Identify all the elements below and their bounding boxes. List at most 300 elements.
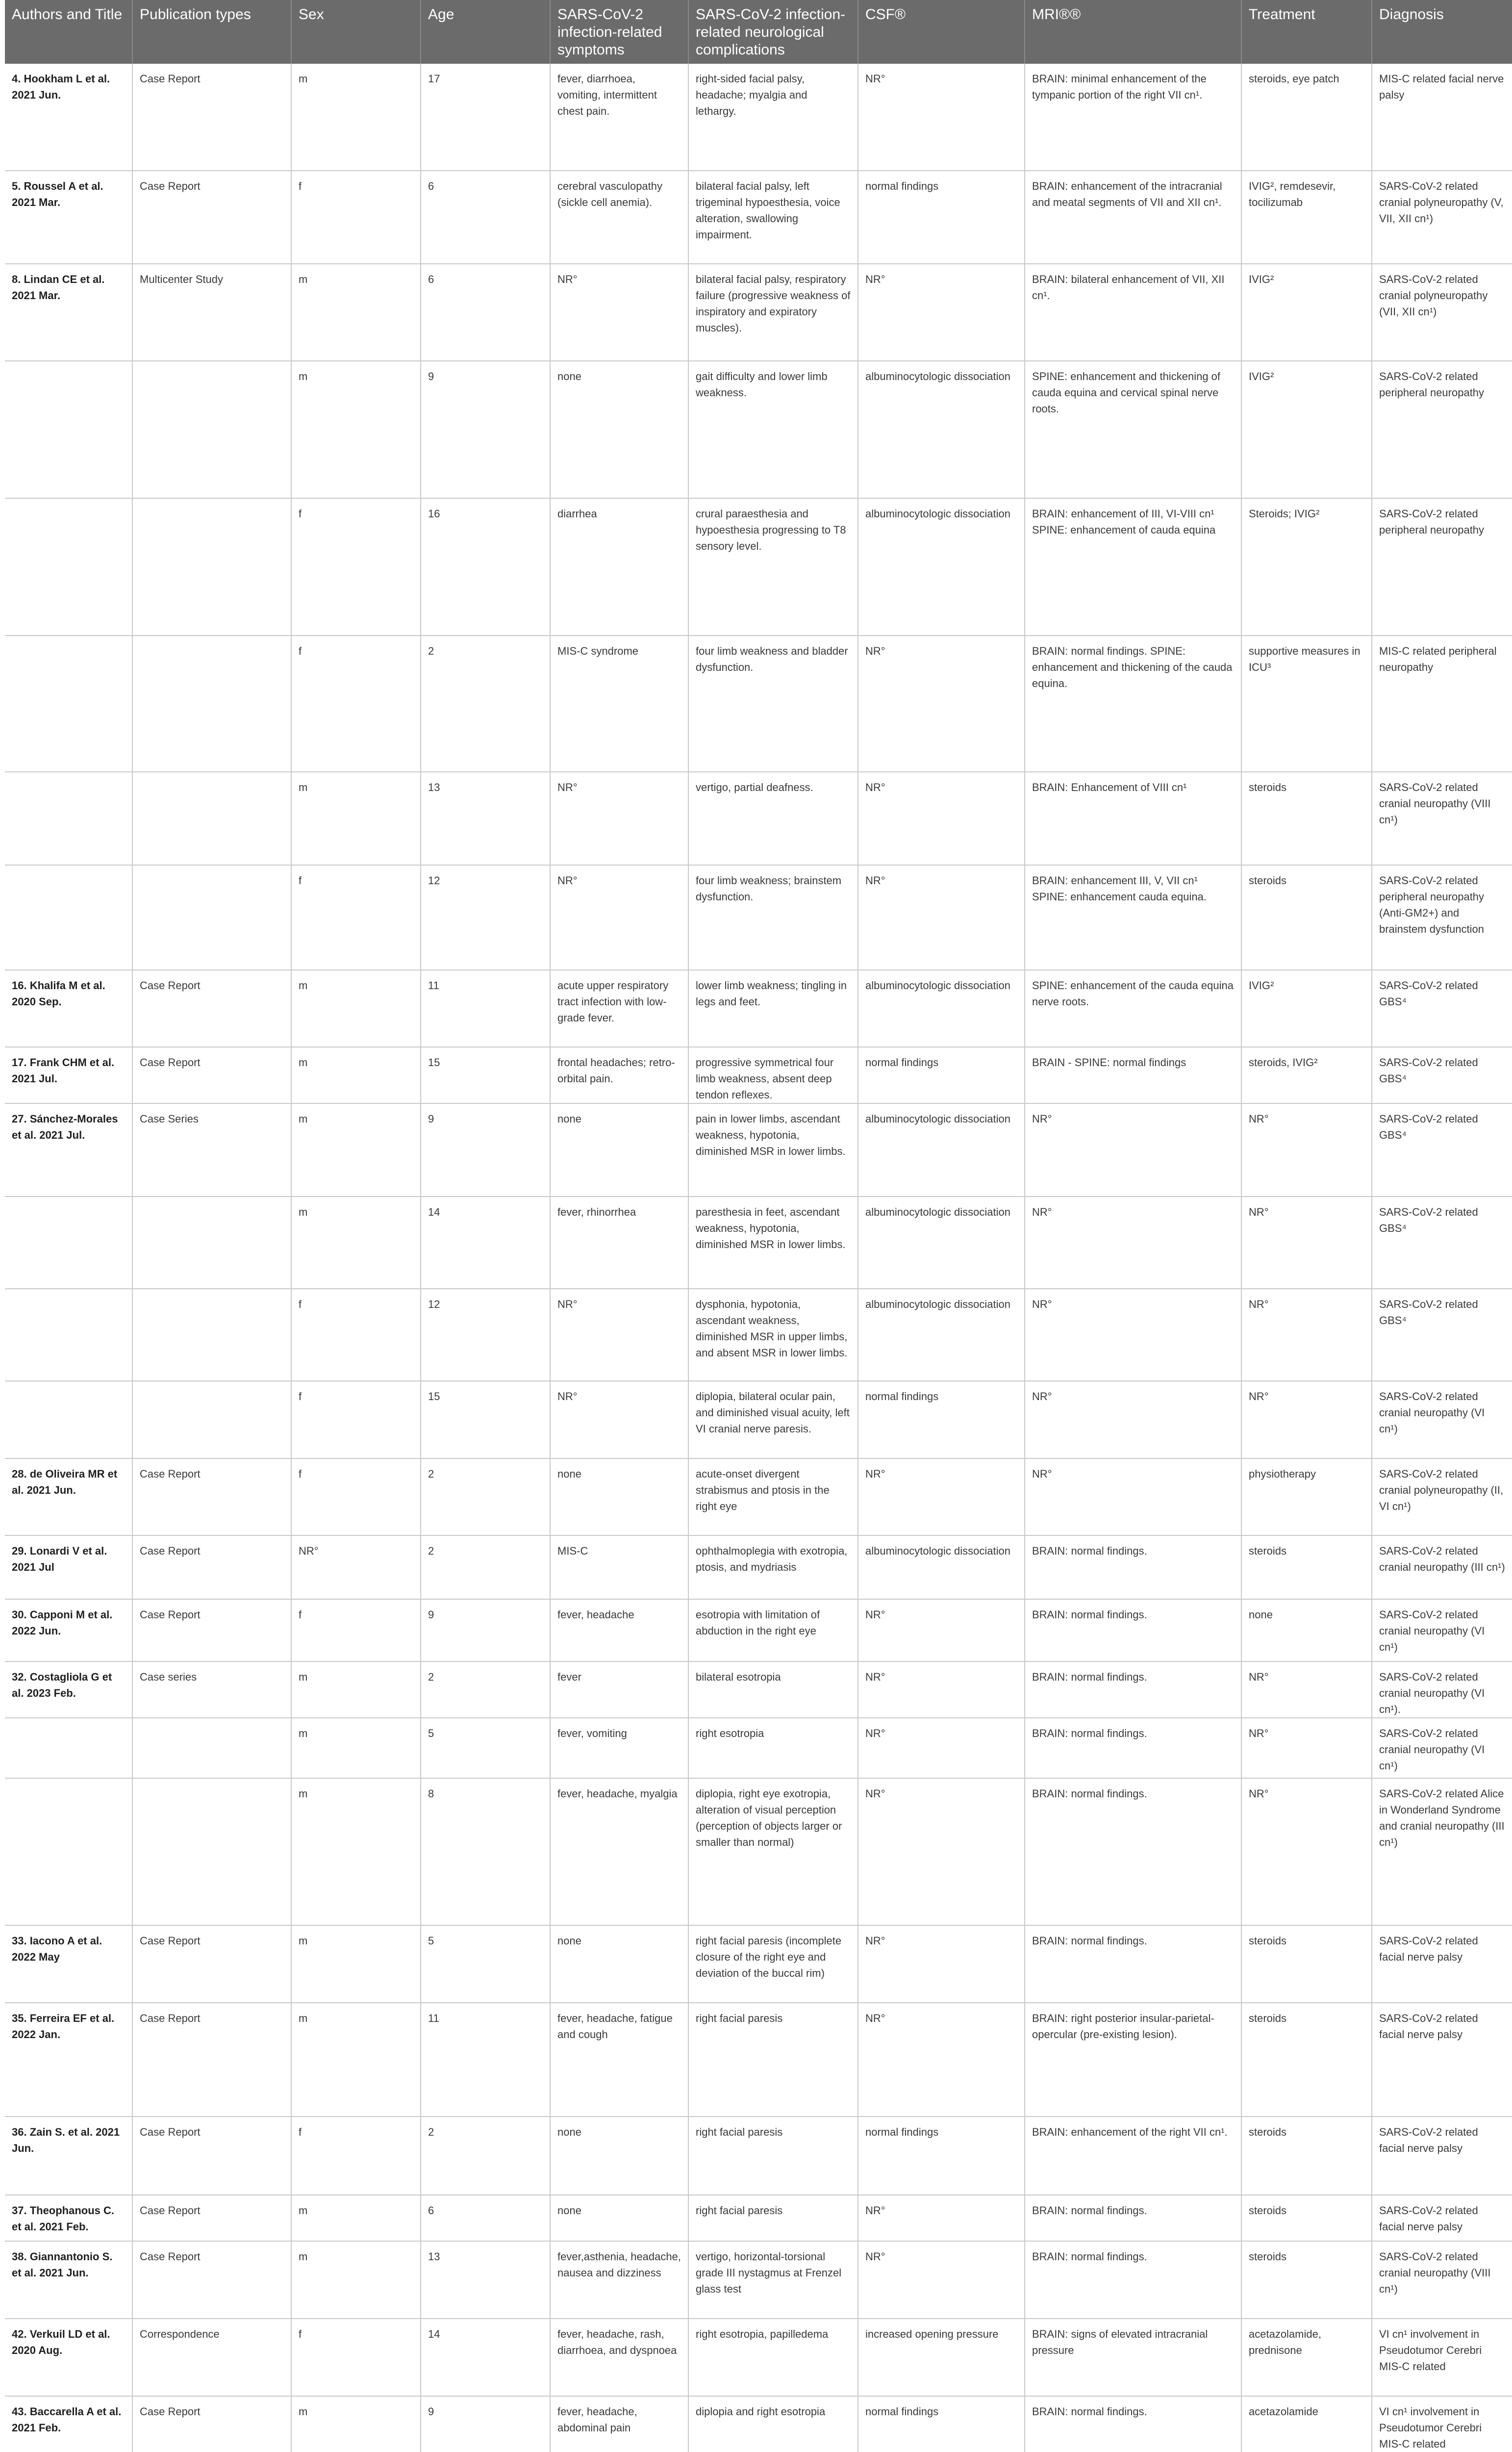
cell-publication-type: Case Report [132,2003,291,2117]
table-row [5,1778,1512,1925]
cell-treatment: steroids [1241,1535,1372,1599]
cell-sex: m [291,2241,421,2319]
cell-mri: NR° [1025,1289,1241,1381]
cell-age: 14 [421,1197,550,1289]
table-row [5,1103,1512,1197]
cell-complications: vertigo, partial deafness. [688,772,858,865]
cell-complications: right facial paresis [688,2117,858,2195]
cell-symptoms: none [550,1103,688,1197]
cell-complications: ophthalmoplegia with exotropia, ptosis, and mydriasis [688,1535,858,1599]
cell-mri: BRAIN: normal findings. [1025,1535,1241,1599]
cell-author [5,498,132,636]
cell-symptoms: fever, vomiting [550,1718,688,1778]
cell-author: 4. Hookham L et al. 2021 Jun. [5,64,132,171]
cell-sex: m [291,64,421,171]
cell-treatment: IVIG² [1241,361,1372,498]
cell-treatment: acetazolamide, prednisone [1241,2319,1372,2396]
cell-sex: m [291,2396,421,2452]
cell-csf: albuminocytologic dissociation [858,970,1025,1047]
cell-complications: bilateral esotropia [688,1661,858,1718]
cell-complications: esotropia with limitation of abduction in the right eye [688,1599,858,1661]
cell-diagnosis: SARS-CoV-2 related cranial polyneuropathy (VII, XII cn¹) [1372,264,1512,361]
cell-age: 5 [421,1925,550,2003]
table-row [5,361,1512,498]
cell-mri: BRAIN: enhancement of the intracranial and meatal segments of VII and XII cn¹. [1025,171,1241,264]
cell-mri: BRAIN: bilateral enhancement of VII, XII cn¹. [1025,264,1241,361]
header-sex: Sex [291,0,421,64]
cell-age: 17 [421,64,550,171]
cell-sex: f [291,1289,421,1381]
cell-diagnosis: SARS-CoV-2 related cranial neuropathy (VI cn¹). [1372,1661,1512,1718]
cell-age: 9 [421,2396,550,2452]
cell-diagnosis: SARS-CoV-2 related GBS⁴ [1372,1103,1512,1197]
table-row [5,2117,1512,2195]
cell-complications: four limb weakness; brainstem dysfunction. [688,865,858,970]
cell-author [5,361,132,498]
header-symptoms: SARS-CoV-2 infection-related symptoms [550,0,688,64]
cell-csf: NR° [858,1599,1025,1661]
cell-author: 27. Sánchez-Morales et al. 2021 Jul. [5,1103,132,1197]
table-row [5,970,1512,1047]
cell-author: 35. Ferreira EF et al. 2022 Jan. [5,2003,132,2117]
table-row [5,1661,1512,1718]
cell-symptoms: fever, diarrhoea, vomiting, intermittent chest pain. [550,64,688,171]
cell-diagnosis: SARS-CoV-2 related GBS⁴ [1372,970,1512,1047]
table-row [5,2396,1512,2452]
cell-mri: BRAIN: enhancement of the right VII cn¹. [1025,2117,1241,2195]
cell-author: 42. Verkuil LD et al. 2020 Aug. [5,2319,132,2396]
cell-sex: m [291,772,421,865]
cell-diagnosis: SARS-CoV-2 related cranial neuropathy (VIII cn¹) [1372,772,1512,865]
cell-symptoms: NR° [550,1289,688,1381]
cell-csf: NR° [858,2003,1025,2117]
table-row [5,1599,1512,1661]
cell-complications: diplopia and right esotropia [688,2396,858,2452]
cell-author: 17. Frank CHM et al. 2021 Jul. [5,1047,132,1103]
cell-age: 13 [421,772,550,865]
header-neuro-complications: SARS-CoV-2 infection-related neurological complications [688,0,858,64]
cell-age: 8 [421,1778,550,1925]
cell-complications: acute-onset divergent strabismus and ptosis in the right eye [688,1458,858,1535]
cell-mri: BRAIN: minimal enhancement of the tympanic portion of the right VII cn¹. [1025,64,1241,171]
cell-publication-type: Case Report [132,171,291,264]
cell-csf: normal findings [858,1381,1025,1458]
table-row [5,865,1512,970]
cell-age: 2 [421,1458,550,1535]
cell-symptoms: fever [550,1661,688,1718]
cell-sex: m [291,970,421,1047]
cell-csf: albuminocytologic dissociation [858,1289,1025,1381]
cell-sex: m [291,264,421,361]
cell-age: 9 [421,361,550,498]
cell-csf: NR° [858,772,1025,865]
cell-diagnosis: VI cn¹ involvement in Pseudotumor Cerebri MIS-C related [1372,2396,1512,2452]
cell-csf: NR° [858,264,1025,361]
cell-csf: NR° [858,2241,1025,2319]
cell-sex: m [291,1103,421,1197]
cell-mri: BRAIN - SPINE: normal findings [1025,1047,1241,1103]
cell-diagnosis: SARS-CoV-2 related cranial polyneuropathy (V, VII, XII cn¹) [1372,171,1512,264]
cell-complications: bilateral facial palsy, left trigeminal hypoesthesia, voice alteration, swallowing impairment. [688,171,858,264]
table-row [5,2241,1512,2319]
cell-mri: BRAIN: enhancement of III, VI-VIII cn¹ SPINE: enhancement of cauda equina [1025,498,1241,636]
cell-age: 15 [421,1381,550,1458]
cell-treatment: steroids, eye patch [1241,64,1372,171]
cell-treatment: steroids [1241,2195,1372,2241]
cell-treatment: NR° [1241,1778,1372,1925]
cell-sex: f [291,2117,421,2195]
cell-publication-type [132,361,291,498]
table-row [5,1197,1512,1289]
cell-mri: BRAIN: normal findings. [1025,1718,1241,1778]
cell-symptoms: fever, headache, fatigue and cough [550,2003,688,2117]
cell-mri: NR° [1025,1197,1241,1289]
cell-mri: BRAIN: enhancement III, V, VII cn¹ SPINE: enhancement cauda equina. [1025,865,1241,970]
cell-publication-type: Case Series [132,1103,291,1197]
cell-mri: BRAIN: signs of elevated intracranial pressure [1025,2319,1241,2396]
cell-sex: f [291,1381,421,1458]
cell-treatment: NR° [1241,1289,1372,1381]
cell-publication-type [132,1381,291,1458]
cell-mri: BRAIN: right posterior insular-parietal-opercular (pre-existing lesion). [1025,2003,1241,2117]
cell-sex: m [291,1197,421,1289]
cell-complications: progressive symmetrical four limb weakness, absent deep tendon reflexes. [688,1047,858,1103]
cell-diagnosis: SARS-CoV-2 related GBS⁴ [1372,1047,1512,1103]
cell-age: 12 [421,1289,550,1381]
cell-csf: NR° [858,2195,1025,2241]
cell-diagnosis: SARS-CoV-2 related cranial neuropathy (VI cn¹) [1372,1599,1512,1661]
cell-mri: SPINE: enhancement of the cauda equina nerve roots. [1025,970,1241,1047]
cell-publication-type: Case Report [132,2241,291,2319]
cell-csf: NR° [858,1925,1025,2003]
cell-publication-type: Case Report [132,1535,291,1599]
cell-complications: lower limb weakness; tingling in legs and feet. [688,970,858,1047]
cell-csf: NR° [858,1661,1025,1718]
cell-author [5,1778,132,1925]
cell-complications: diplopia, right eye exotropia, alteration of visual perception (perception of objects larger or smaller than normal) [688,1778,858,1925]
cell-mri: BRAIN: normal findings. [1025,1778,1241,1925]
cell-sex: m [291,1661,421,1718]
cell-diagnosis: SARS-CoV-2 related peripheral neuropathy [1372,361,1512,498]
cell-age: 11 [421,970,550,1047]
header-age: Age [421,0,550,64]
cell-complications: crural paraesthesia and hypoesthesia progressing to T8 sensory level. [688,498,858,636]
cell-symptoms: acute upper respiratory tract infection with low-grade fever. [550,970,688,1047]
cell-age: 12 [421,865,550,970]
cell-publication-type: Case Report [132,1599,291,1661]
cell-publication-type: Case Report [132,2396,291,2452]
cell-age: 9 [421,1103,550,1197]
cell-complications: right facial paresis (incomplete closure of the right eye and deviation of the buccal rim) [688,1925,858,2003]
cell-symptoms: none [550,1925,688,2003]
cell-symptoms: NR° [550,264,688,361]
table-row [5,264,1512,361]
cell-author: 8. Lindan CE et al. 2021 Mar. [5,264,132,361]
cell-complications: right esotropia, papilledema [688,2319,858,2396]
cell-age: 15 [421,1047,550,1103]
cell-symptoms: none [550,2117,688,2195]
cell-symptoms: frontal headaches; retro-orbital pain. [550,1047,688,1103]
cell-csf: NR° [858,865,1025,970]
cell-author [5,772,132,865]
cell-treatment: NR° [1241,1718,1372,1778]
cell-csf: NR° [858,1718,1025,1778]
cell-complications: right-sided facial palsy, headache; myalgia and lethargy. [688,64,858,171]
cell-mri: BRAIN: normal findings. [1025,1599,1241,1661]
table-row [5,2003,1512,2117]
cell-author: 30. Capponi M et al. 2022 Jun. [5,1599,132,1661]
cell-csf: albuminocytologic dissociation [858,1535,1025,1599]
cell-author [5,865,132,970]
table-row [5,1718,1512,1778]
cell-symptoms: fever, headache [550,1599,688,1661]
cell-csf: increased opening pressure [858,2319,1025,2396]
cell-publication-type: Case Report [132,970,291,1047]
cell-author: 43. Baccarella A et al. 2021 Feb. [5,2396,132,2452]
cell-treatment: supportive measures in ICU³ [1241,636,1372,772]
cell-csf: normal findings [858,1047,1025,1103]
cell-author: 16. Khalifa M et al. 2020 Sep. [5,970,132,1047]
cell-sex: f [291,636,421,772]
cell-csf: NR° [858,64,1025,171]
cell-publication-type [132,1197,291,1289]
cell-diagnosis: SARS-CoV-2 related cranial polyneuropathy (II, VI cn¹) [1372,1458,1512,1535]
cell-treatment: steroids [1241,2117,1372,2195]
cell-mri: SPINE: enhancement and thickening of cauda equina and cervical spinal nerve roots. [1025,361,1241,498]
cell-treatment: NR° [1241,1661,1372,1718]
cell-treatment: IVIG², remdesevir, tocilizumab [1241,171,1372,264]
cell-author [5,636,132,772]
cell-symptoms: none [550,361,688,498]
cell-sex: f [291,498,421,636]
cell-diagnosis: SARS-CoV-2 related cranial neuropathy (VIII cn¹) [1372,2241,1512,2319]
cell-diagnosis: SARS-CoV-2 related facial nerve palsy [1372,2195,1512,2241]
cell-author [5,1197,132,1289]
cell-age: 11 [421,2003,550,2117]
cell-sex: f [291,171,421,264]
cell-author: 32. Costagliola G et al. 2023 Feb. [5,1661,132,1718]
cell-csf: albuminocytologic dissociation [858,1103,1025,1197]
cell-treatment: NR° [1241,1103,1372,1197]
cell-author [5,1289,132,1381]
cell-diagnosis: SARS-CoV-2 related cranial neuropathy (VI cn¹) [1372,1381,1512,1458]
cell-sex: m [291,1925,421,2003]
cell-sex: m [291,2195,421,2241]
cell-csf: albuminocytologic dissociation [858,498,1025,636]
cell-diagnosis: SARS-CoV-2 related GBS⁴ [1372,1197,1512,1289]
cell-diagnosis: VI cn¹ involvement in Pseudotumor Cerebri MIS-C related [1372,2319,1512,2396]
cell-symptoms: NR° [550,772,688,865]
cell-complications: gait difficulty and lower limb weakness. [688,361,858,498]
header-authors: Authors and Title [5,0,132,64]
table-row [5,1381,1512,1458]
cell-complications: right esotropia [688,1718,858,1778]
cell-treatment: steroids [1241,2003,1372,2117]
cell-treatment: IVIG² [1241,970,1372,1047]
cell-treatment: acetazolamide [1241,2396,1372,2452]
cell-symptoms: NR° [550,1381,688,1458]
cell-diagnosis: SARS-CoV-2 related facial nerve palsy [1372,2117,1512,2195]
cell-diagnosis: SARS-CoV-2 related Alice in Wonderland Syndrome and cranial neuropathy (III cn¹) [1372,1778,1512,1925]
cell-diagnosis: SARS-CoV-2 related GBS⁴ [1372,1289,1512,1381]
cell-sex: m [291,2003,421,2117]
cell-publication-type: Case Report [132,64,291,171]
cell-mri: BRAIN: normal findings. [1025,1925,1241,2003]
cell-complications: right facial paresis [688,2003,858,2117]
cell-age: 14 [421,2319,550,2396]
table-row [5,1925,1512,2003]
cell-publication-type [132,1778,291,1925]
cell-age: 6 [421,171,550,264]
cell-mri: BRAIN: normal findings. [1025,2396,1241,2452]
cell-age: 16 [421,498,550,636]
cell-complications: vertigo, horizontal-torsional grade III nystagmus at Frenzel glass test [688,2241,858,2319]
cell-publication-type [132,772,291,865]
cell-complications: four limb weakness and bladder dysfunction. [688,636,858,772]
cell-author: 28. de Oliveira MR et al. 2021 Jun. [5,1458,132,1535]
header-publication-types: Publication types [132,0,291,64]
cell-diagnosis: MIS-C related facial nerve palsy [1372,64,1512,171]
cell-symptoms: fever, headache, abdominal pain [550,2396,688,2452]
cell-author: 33. Iacono A et al. 2022 May [5,1925,132,2003]
cell-complications: paresthesia in feet, ascendant weakness, hypotonia, diminished MSR in lower limbs. [688,1197,858,1289]
cell-mri: NR° [1025,1103,1241,1197]
cell-publication-type [132,498,291,636]
cell-symptoms: MIS-C [550,1535,688,1599]
cell-diagnosis: SARS-CoV-2 related facial nerve palsy [1372,1925,1512,2003]
table-row [5,1458,1512,1535]
cell-diagnosis: MIS-C related peripheral neuropathy [1372,636,1512,772]
table-row [5,772,1512,865]
cell-author: 37. Theophanous C. et al. 2021 Feb. [5,2195,132,2241]
cell-treatment: steroids [1241,772,1372,865]
cell-author [5,1718,132,1778]
cell-symptoms: diarrhea [550,498,688,636]
cell-age: 6 [421,2195,550,2241]
cell-diagnosis: SARS-CoV-2 related cranial neuropathy (VI cn¹) [1372,1718,1512,1778]
cell-csf: NR° [858,636,1025,772]
cell-author: 5. Roussel A et al. 2021 Mar. [5,171,132,264]
cell-diagnosis: SARS-CoV-2 related cranial neuropathy (III cn¹) [1372,1535,1512,1599]
cell-publication-type: Multicenter Study [132,264,291,361]
cell-symptoms: none [550,2195,688,2241]
cell-treatment: none [1241,1599,1372,1661]
cell-age: 9 [421,1599,550,1661]
cell-age: 13 [421,2241,550,2319]
cell-treatment: NR° [1241,1197,1372,1289]
cell-publication-type: Case Report [132,1925,291,2003]
cell-treatment: steroids, IVIG² [1241,1047,1372,1103]
header-row [5,0,1512,64]
cell-age: 6 [421,264,550,361]
cell-symptoms: fever, rhinorrhea [550,1197,688,1289]
cell-sex: f [291,2319,421,2396]
cell-treatment: IVIG² [1241,264,1372,361]
cell-complications: bilateral facial palsy, respiratory failure (progressive weakness of inspiratory and expiratory muscles). [688,264,858,361]
table-row [5,1535,1512,1599]
cell-sex: m [291,1778,421,1925]
table-row [5,636,1512,772]
case-table [5,0,1512,2452]
cell-sex: f [291,865,421,970]
cell-treatment: steroids [1241,2241,1372,2319]
cell-symptoms: fever, headache, rash, diarrhoea, and dyspnoea [550,2319,688,2396]
cell-publication-type: Case Report [132,2195,291,2241]
cell-publication-type: Case Report [132,2117,291,2195]
cell-complications: dysphonia, hypotonia, ascendant weakness, diminished MSR in upper limbs, and absent MSR in lower limbs. [688,1289,858,1381]
cell-treatment: steroids [1241,1925,1372,2003]
cell-publication-type [132,865,291,970]
cell-csf: NR° [858,1458,1025,1535]
table-header [5,0,1512,64]
cell-symptoms: NR° [550,865,688,970]
cell-sex: m [291,1718,421,1778]
cell-sex: m [291,1047,421,1103]
cell-age: 2 [421,2117,550,2195]
cell-sex: f [291,1458,421,1535]
cell-mri: BRAIN: normal findings. SPINE: enhancement and thickening of the cauda equina. [1025,636,1241,772]
table-row [5,2195,1512,2241]
cell-author [5,1381,132,1458]
cell-diagnosis: SARS-CoV-2 related facial nerve palsy [1372,2003,1512,2117]
cell-publication-type: Correspondence [132,2319,291,2396]
cell-treatment: NR° [1241,1381,1372,1458]
cell-publication-type [132,1718,291,1778]
cell-mri: NR° [1025,1458,1241,1535]
cell-age: 2 [421,1661,550,1718]
header-diagnosis: Diagnosis [1372,0,1512,64]
cell-publication-type [132,1289,291,1381]
cell-symptoms: fever,asthenia, headache, nausea and dizziness [550,2241,688,2319]
header-mri: MRI®® [1025,0,1241,64]
cell-age: 2 [421,1535,550,1599]
cell-publication-type: Case Report [132,1047,291,1103]
table-row [5,498,1512,636]
cell-mri: BRAIN: normal findings. [1025,2241,1241,2319]
cell-sex: f [291,1599,421,1661]
cell-author: 29. Lonardi V et al. 2021 Jul [5,1535,132,1599]
cell-complications: pain in lower limbs, ascendant weakness, hypotonia, diminished MSR in lower limbs. [688,1103,858,1197]
cell-csf: albuminocytologic dissociation [858,361,1025,498]
cell-publication-type [132,636,291,772]
cell-symptoms: MIS-C syndrome [550,636,688,772]
cell-publication-type: Case Report [132,1458,291,1535]
cell-mri: BRAIN: normal findings. [1025,1661,1241,1718]
cell-diagnosis: SARS-CoV-2 related peripheral neuropathy (Anti-GM2+) and brainstem dysfunction [1372,865,1512,970]
cell-age: 5 [421,1718,550,1778]
cell-mri: BRAIN: normal findings. [1025,2195,1241,2241]
cell-author: 36. Zain S. et al. 2021 Jun. [5,2117,132,2195]
header-csf: CSF® [858,0,1025,64]
cell-author: 38. Giannantonio S. et al. 2021 Jun. [5,2241,132,2319]
cell-treatment: Steroids; IVIG² [1241,498,1372,636]
cell-sex: NR° [291,1535,421,1599]
cell-symptoms: fever, headache, myalgia [550,1778,688,1925]
table-row [5,1047,1512,1103]
cell-csf: normal findings [858,2117,1025,2195]
cell-complications: diplopia, bilateral ocular pain, and diminished visual acuity, left VI cranial nerve paresis. [688,1381,858,1458]
cell-treatment: physiotherapy [1241,1458,1372,1535]
cell-sex: m [291,361,421,498]
cell-symptoms: cerebral vasculopathy (sickle cell anemia). [550,171,688,264]
table-row [5,171,1512,264]
cell-publication-type: Case series [132,1661,291,1718]
cell-csf: NR° [858,1778,1025,1925]
table-row [5,2319,1512,2396]
cell-csf: normal findings [858,2396,1025,2452]
cell-complications: right facial paresis [688,2195,858,2241]
table-row [5,64,1512,171]
